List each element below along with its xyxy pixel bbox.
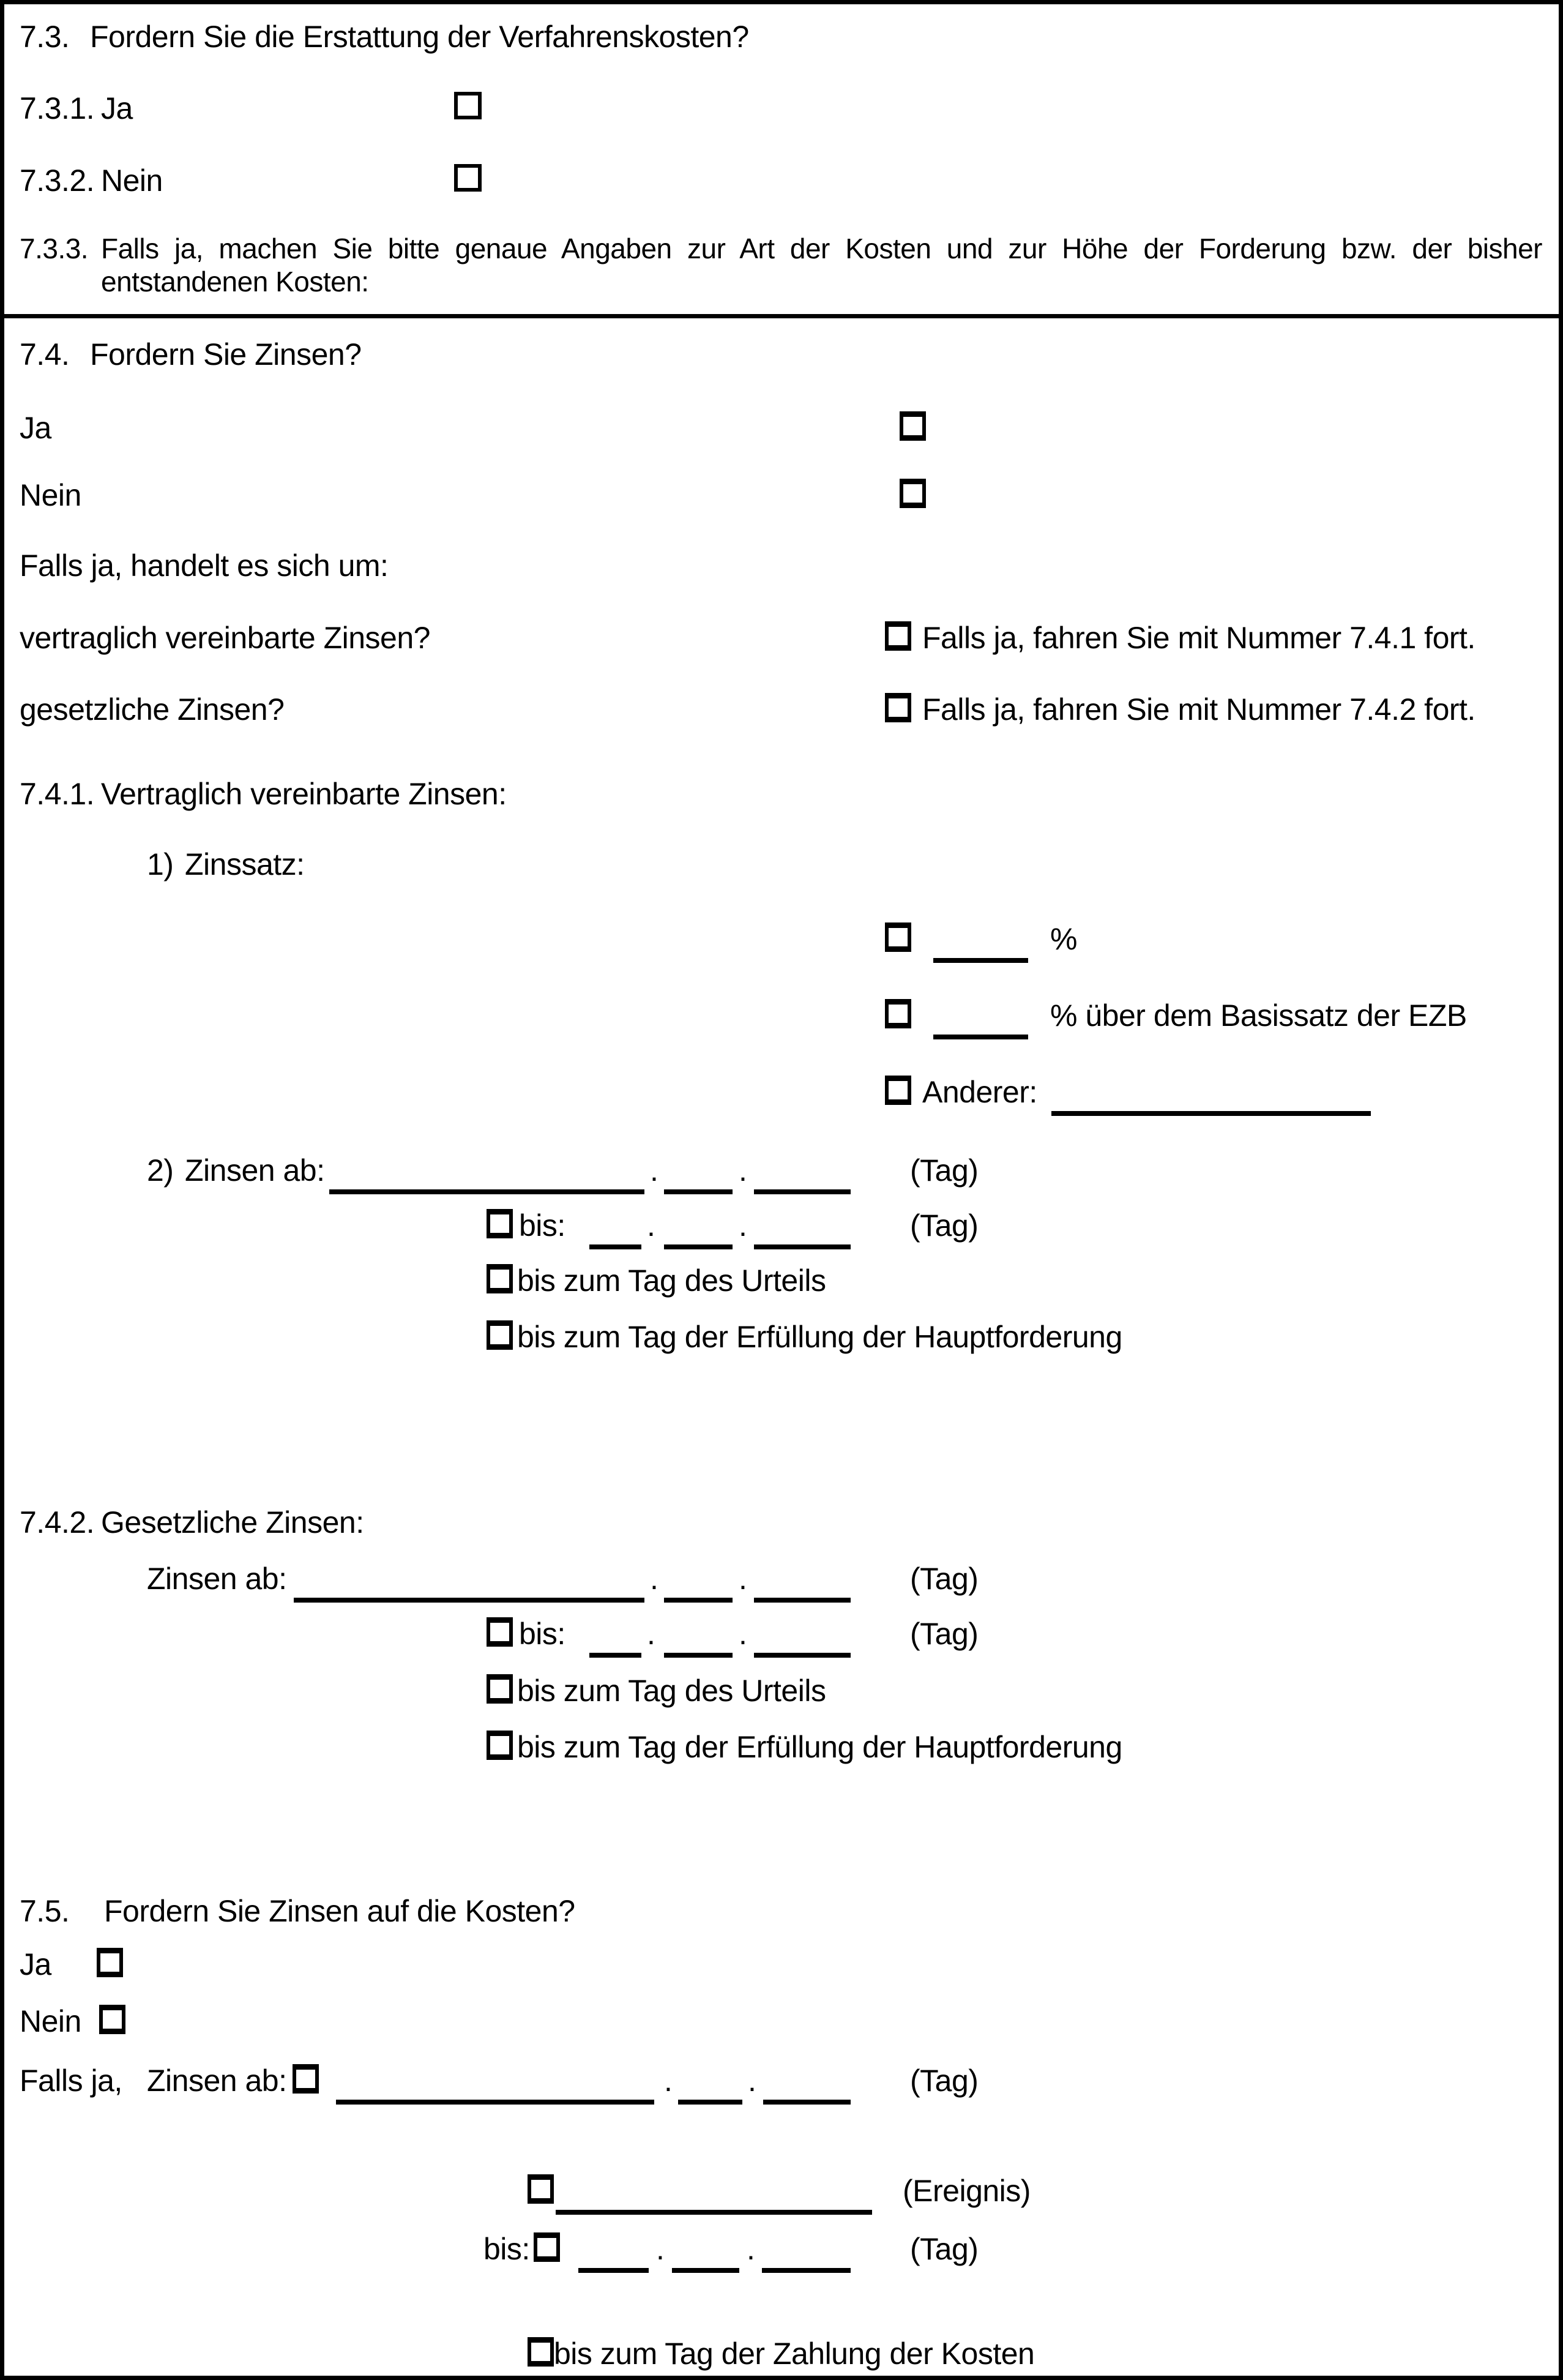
checkbox-75-ja[interactable] [97, 1948, 123, 1977]
date-dot: . [650, 1562, 658, 1596]
blank-line-bis742-1[interactable] [589, 1653, 641, 1658]
sec74-number: 7.4. [20, 337, 70, 372]
text-74-fallsja: Falls ja, handelt es sich um: [20, 548, 389, 583]
sec75-number: 7.5. [20, 1894, 70, 1928]
item733-paragraph [101, 232, 1542, 298]
section-divider-line [0, 314, 1563, 318]
item733-number: 7.3.3. [20, 233, 89, 264]
item731-number: 7.3.1. [20, 91, 95, 125]
blank-line-bis75-3[interactable] [762, 2268, 851, 2273]
label-erfuellung-742: bis zum Tag der Erfüllung der Hauptforderung [517, 1730, 1122, 1764]
sec73-question: Fordern Sie die Erstattung der Verfahrenskosten? [90, 20, 749, 54]
blank-line-ezb[interactable] [933, 1035, 1028, 1039]
blank-line-zinsenab742-month[interactable] [294, 1598, 644, 1603]
sec741-title: Vertraglich vereinbarte Zinsen: [101, 777, 507, 811]
note-gesetzlich: Falls ja, fahren Sie mit Nummer 7.4.2 fort. [922, 692, 1475, 727]
checkbox-731-ja[interactable] [454, 92, 482, 119]
checkbox-erfuellung-741[interactable] [487, 1320, 513, 1350]
checkbox-732-nein[interactable] [454, 164, 482, 192]
checkbox-74-ja[interactable] [900, 411, 926, 441]
checkbox-bis-75[interactable] [534, 2232, 560, 2262]
item732-number: 7.3.2. [20, 163, 95, 198]
label-urteil-741: bis zum Tag des Urteils [517, 1263, 826, 1298]
checkbox-zahlung[interactable] [528, 2337, 554, 2367]
label-bis-742: bis: [519, 1617, 565, 1651]
blank-line-bis75-2[interactable] [672, 2268, 739, 2273]
label-75-ja: Ja [20, 1947, 51, 1981]
blank-line-bis741-2[interactable] [664, 1244, 733, 1249]
label-tag: (Tag) [910, 2064, 979, 2098]
label-tag: (Tag) [910, 1562, 979, 1596]
sec75-question: Fordern Sie Zinsen auf die Kosten? [104, 1894, 575, 1928]
checkbox-75-nein[interactable] [99, 2005, 125, 2034]
blank-line-zinsenab742-day[interactable] [664, 1598, 733, 1603]
label-vertraglich: vertraglich vereinbarte Zinsen? [20, 621, 430, 655]
checkbox-vertraglich[interactable] [885, 621, 911, 651]
sec74-question: Fordern Sie Zinsen? [90, 337, 362, 372]
label-74-ja: Ja [20, 411, 51, 445]
item2-number: 2) [147, 1153, 174, 1188]
label-ezb: % über dem Basissatz der EZB [1050, 998, 1467, 1033]
item1-number: 1) [147, 847, 174, 881]
date-dot: . [747, 2232, 755, 2266]
checkbox-urteil-742[interactable] [487, 1674, 513, 1704]
item733-line2: entstandenen Kosten: [101, 266, 369, 298]
checkbox-ereignis[interactable] [528, 2174, 554, 2204]
item2-label: Zinsen ab: [185, 1153, 325, 1188]
date-dot: . [650, 1153, 658, 1188]
label-zinsenab-742: Zinsen ab: [147, 1562, 287, 1596]
checkbox-bis-741[interactable] [487, 1209, 513, 1238]
sec742-title: Gesetzliche Zinsen: [101, 1505, 364, 1540]
date-dot: . [739, 1153, 747, 1188]
checkbox-75-zinsenab[interactable] [293, 2064, 319, 2094]
date-dot: . [664, 2064, 673, 2098]
label-erfuellung-741: bis zum Tag der Erfüllung der Hauptforderung [517, 1320, 1122, 1354]
label-tag: (Tag) [910, 2232, 979, 2266]
checkbox-urteil-741[interactable] [487, 1264, 513, 1293]
label-75-zinsenab: Zinsen ab: [147, 2064, 287, 2098]
label-tag: (Tag) [910, 1617, 979, 1651]
label-75-nein: Nein [20, 2004, 81, 2038]
label-pct: % [1050, 922, 1077, 956]
item732-label: Nein [101, 163, 163, 198]
blank-line-zinsenab-day[interactable] [664, 1189, 733, 1194]
blank-line-bis741-3[interactable] [754, 1244, 851, 1249]
date-dot: . [647, 1208, 655, 1243]
label-75-fallsja: Falls ja, [20, 2064, 122, 2098]
label-74-nein: Nein [20, 478, 81, 512]
date-dot: . [739, 1617, 747, 1651]
sec741-number: 7.4.1. [20, 777, 95, 811]
item1-label: Zinssatz: [185, 847, 305, 881]
blank-line-zinsenab742-year[interactable] [754, 1598, 851, 1603]
checkbox-zinssatz-anderer[interactable] [885, 1076, 911, 1105]
blank-line-75-day[interactable] [678, 2100, 742, 2105]
sec73-number: 7.3. [20, 20, 70, 54]
blank-line-75-year[interactable] [763, 2100, 851, 2105]
checkbox-gesetzlich[interactable] [885, 693, 911, 722]
note-vertraglich: Falls ja, fahren Sie mit Nummer 7.4.1 fort. [922, 621, 1475, 655]
label-urteil-742: bis zum Tag des Urteils [517, 1674, 826, 1708]
checkbox-zinssatz-ezb[interactable] [885, 999, 911, 1028]
checkbox-74-nein[interactable] [900, 479, 926, 508]
label-ereignis: (Ereignis) [903, 2174, 1031, 2208]
date-dot: . [647, 1617, 655, 1651]
blank-line-75-month[interactable] [336, 2100, 654, 2105]
blank-line-pct[interactable] [933, 958, 1028, 963]
date-dot: . [656, 2232, 665, 2266]
blank-line-bis741-1[interactable] [589, 1244, 641, 1249]
item731-label: Ja [101, 91, 133, 125]
blank-line-ereignis[interactable] [556, 2210, 872, 2215]
checkbox-bis-742[interactable] [487, 1617, 513, 1647]
blank-line-bis742-3[interactable] [754, 1653, 851, 1658]
blank-line-anderer[interactable] [1051, 1111, 1371, 1116]
date-dot: . [748, 2064, 756, 2098]
blank-line-bis742-2[interactable] [664, 1653, 733, 1658]
blank-line-bis75-1[interactable] [578, 2268, 649, 2273]
label-anderer: Anderer: [922, 1075, 1037, 1109]
label-bis-741: bis: [519, 1208, 565, 1243]
sec742-number: 7.4.2. [20, 1505, 95, 1540]
date-dot: . [739, 1562, 747, 1596]
label-gesetzlich: gesetzliche Zinsen? [20, 692, 285, 727]
label-tag: (Tag) [910, 1208, 979, 1243]
checkbox-erfuellung-742[interactable] [487, 1731, 513, 1760]
item733-line1: Falls ja, machen Sie bitte genaue Angaben zur Art der Kosten und zur Höhe der Forderung bzw. der bisher [101, 233, 1542, 264]
date-dot: . [739, 1208, 747, 1243]
label-zahlung: bis zum Tag der Zahlung der Kosten [554, 2337, 1035, 2371]
label-bis-75: bis: [483, 2232, 530, 2266]
blank-line-zinsenab-year[interactable] [754, 1189, 851, 1194]
blank-line-zinsenab-month[interactable] [329, 1189, 644, 1194]
label-tag: (Tag) [910, 1153, 979, 1188]
checkbox-zinssatz-pct[interactable] [885, 922, 911, 952]
